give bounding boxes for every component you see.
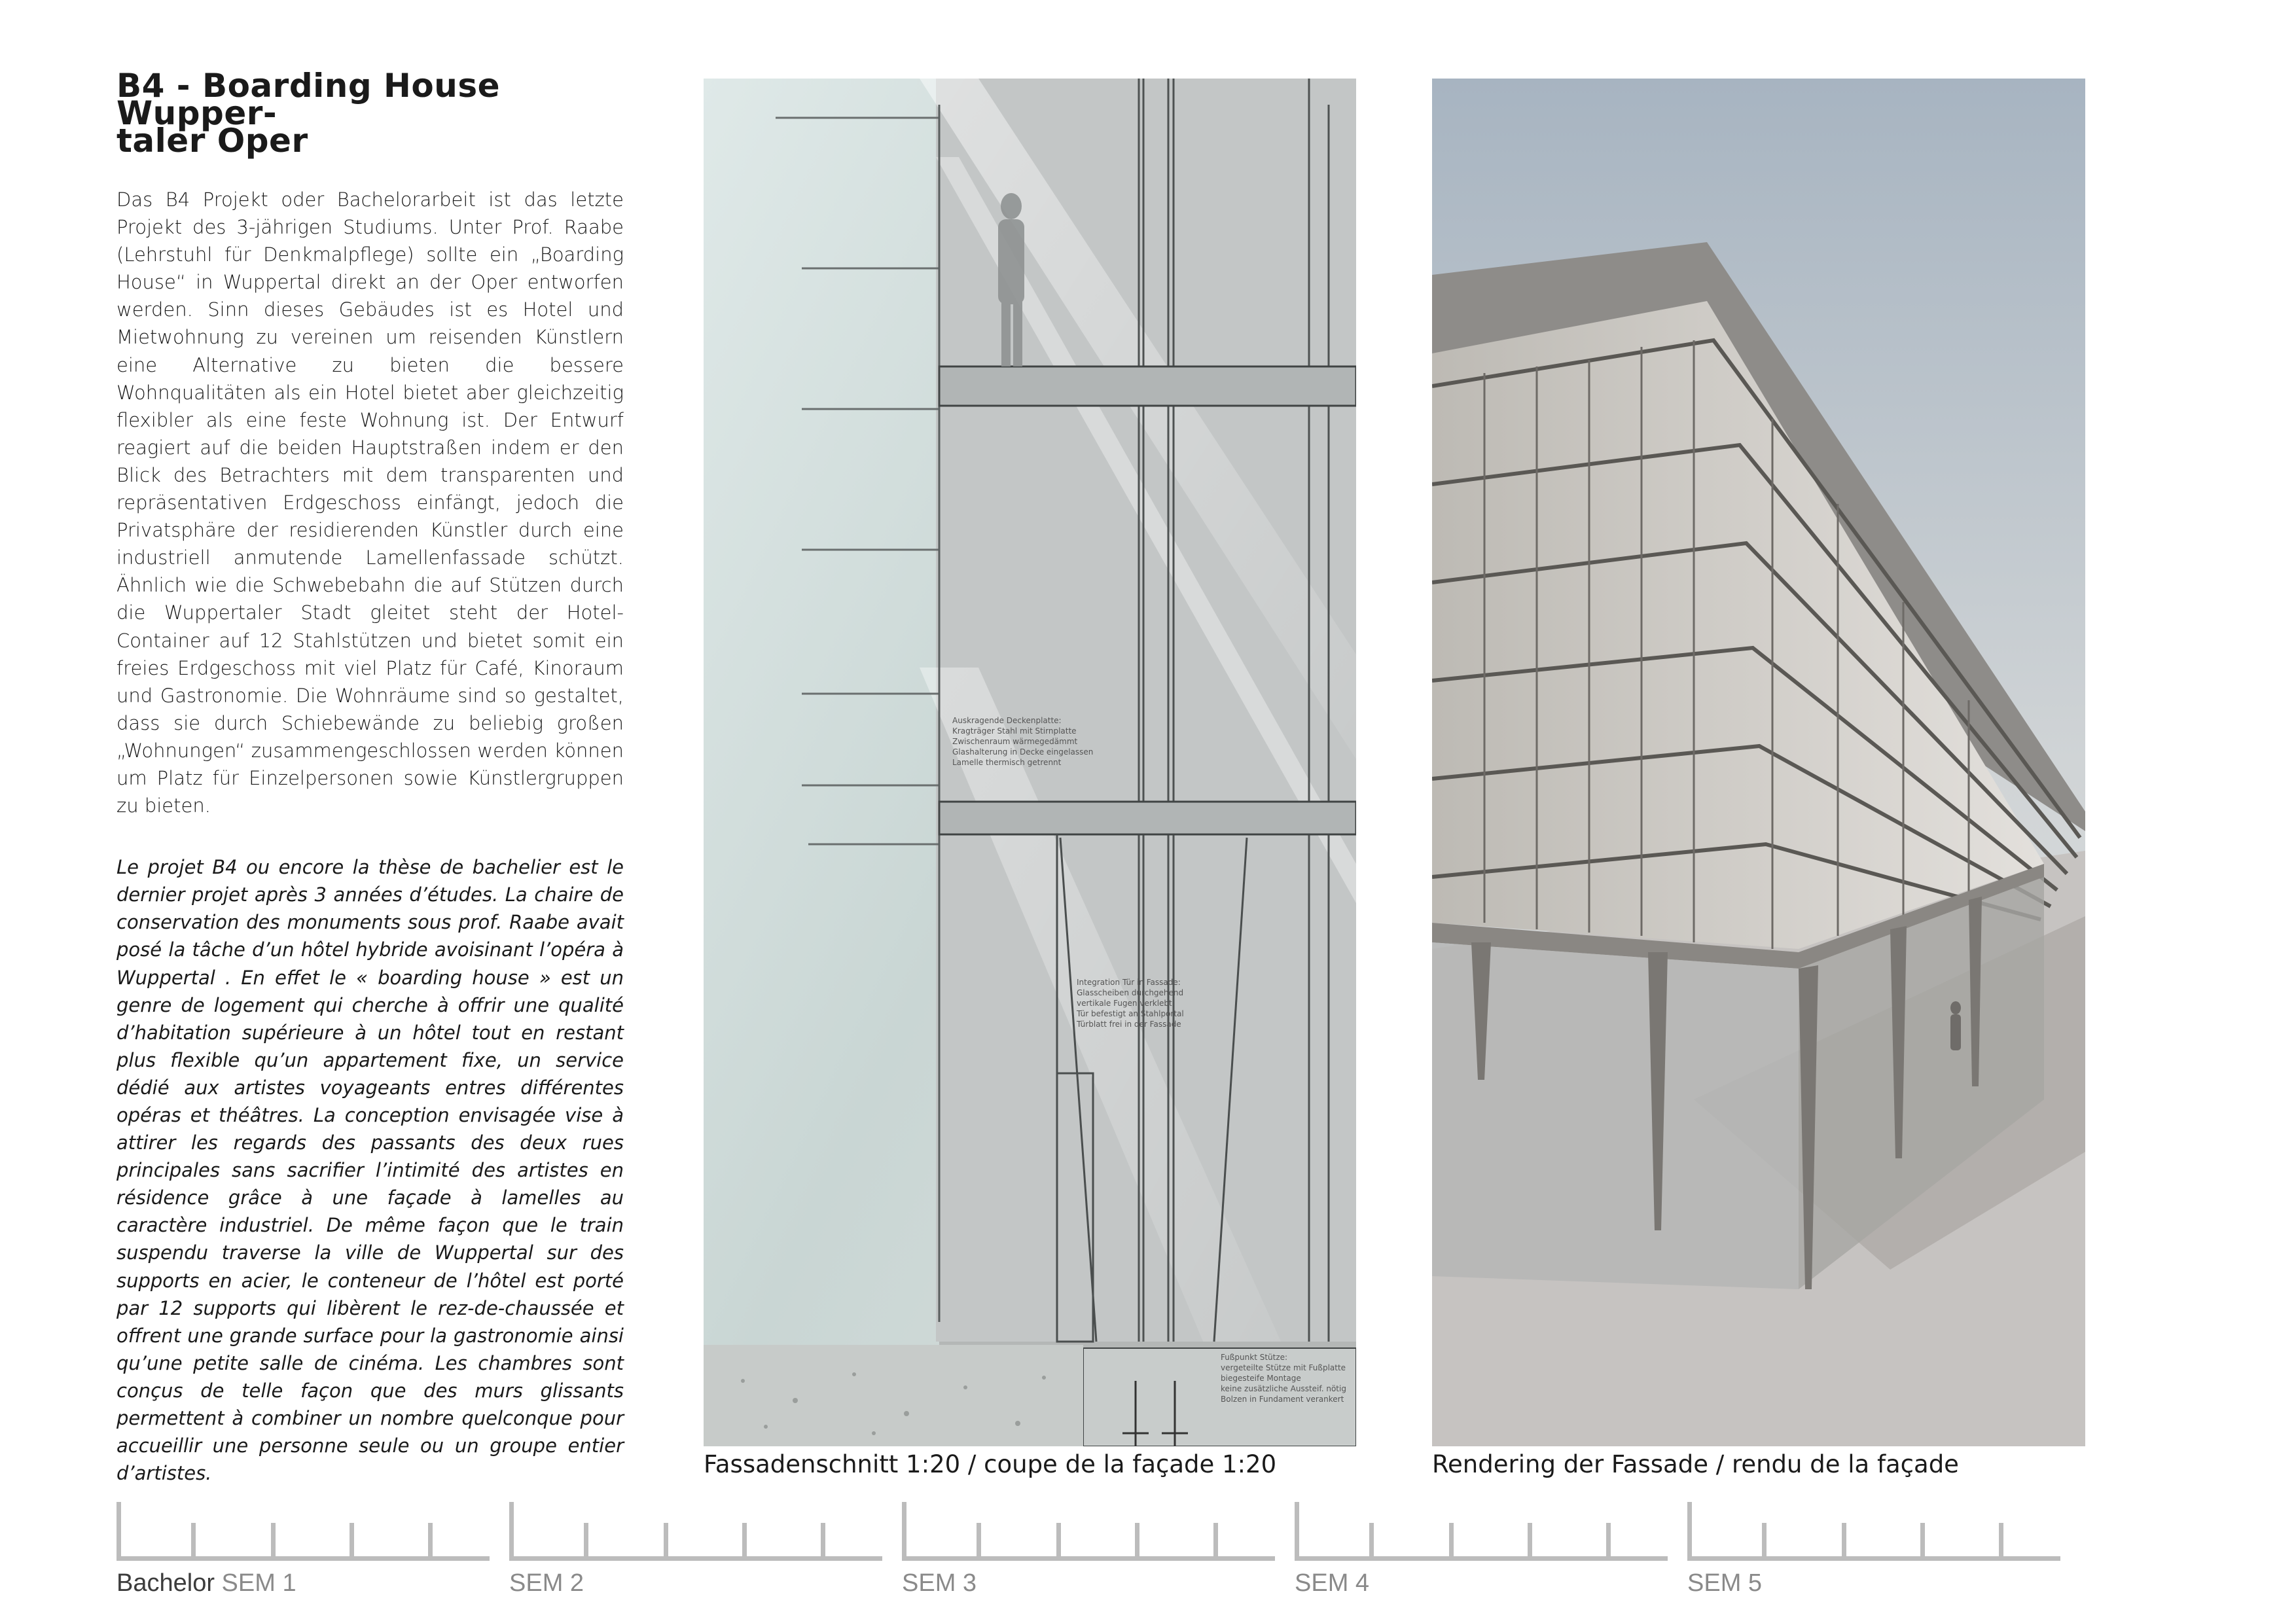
description-french: Le projet B4 ou encore la thèse de bachelier est le dernier projet après 3 années d’études. La chaire de conservation des monuments sous prof. Raabe avait posé la tâche d’un hôtel hybride avoisinant l’opéra à Wuppertal . En effet le « boarding house » est un genre de logement qui cherche à offrir une qualité d’habitation supérieure à un hôtel tout en restant plus flexible qu’un appartement fixe, un service dédié aux artistes voyageants entres différentes opéras et théâtres. La conception envisagée vise à attirer les regards des passants des deux rues principales sans sacrifier l’intimité des artistes en résidence grâce à une façade à lamelles au caractère industriel. De même façon que le train suspendu traverse la ville de Wuppertal sur des supports en acier, le conteneur de l’hôtel est porté par 12 supports qui libèrent le rez-de-chaussée et offrent une grande surface pour la gastronomie ainsi qu’une petite salle de cinéma. Les chambres sont conçus de telle façon que des murs glissants permettent à combiner un nombre quelconque pour accueillir une personne seule ou un groupe entier d’artistes. <box>117 856 624 1485</box>
page-title-line-1: B4 - Boarding House Wupper- <box>117 67 501 132</box>
svg-text:vergeteilte Stütze mit Fußplat: vergeteilte Stütze mit Fußplatte <box>1221 1363 1346 1372</box>
timeline-start-tick <box>1295 1502 1299 1561</box>
timeline-baseline <box>1687 1556 2060 1561</box>
svg-text:Auskragende Deckenplatte:: Auskragende Deckenplatte: <box>952 716 1062 725</box>
timeline-tick <box>350 1523 354 1561</box>
timeline-segment-sem-2 <box>509 1502 882 1561</box>
timeline-tick <box>1920 1523 1925 1561</box>
facade-rendering <box>1432 79 2085 1446</box>
timeline-label-sem-2: SEM 2 <box>509 1569 584 1597</box>
timeline-baseline <box>117 1556 490 1561</box>
timeline-tick <box>271 1523 276 1561</box>
timeline-label-sem-4: SEM 4 <box>1295 1569 1370 1597</box>
facade-section-drawing <box>704 79 1356 1446</box>
svg-text:Glashalterung in Decke eingela: Glashalterung in Decke eingelassen <box>952 747 1094 757</box>
timeline-tick <box>1369 1523 1374 1561</box>
timeline-baseline <box>509 1556 882 1561</box>
timeline-tick <box>1762 1523 1767 1561</box>
svg-text:Türblatt frei in der Fassade: Türblatt frei in der Fassade <box>1077 1020 1181 1029</box>
page-title <box>117 67 624 160</box>
timeline-tick <box>584 1523 588 1561</box>
timeline-segment-sem-3 <box>902 1502 1275 1561</box>
timeline-start-tick <box>117 1502 121 1561</box>
timeline-baseline <box>1295 1556 1668 1561</box>
svg-text:Glasscheiben durchgehend: Glasscheiben durchgehend <box>1077 988 1184 997</box>
timeline-label-sem-1 <box>117 1569 296 1597</box>
timeline-lead-label: Bachelor <box>117 1569 215 1597</box>
description-german: Das B4 Projekt oder Bachelorarbeit ist das letzte Projekt des 3-jährigen Studiums. Unter Prof. Raabe (Lehrstuhl für Denkmalpflege) sollte ein „Boarding House“ in Wuppertal direkt an der Oper entworfen werden. Sinn dieses Gebäudes ist es Hotel und Mietwohnung zu vereinen um reisenden Künstlern eine Alternative zu bieten die bessere Wohnqualitäten als ein Hotel bietet aber gleichzeitig flexibler als eine feste Wohnung ist. Der Entwurf reagiert auf die beiden Hauptstraßen indem er den Blick des Betrachters mit dem transparenten und repräsentativen Erdgeschoss einfängt, jedoch die Privatsphäre der residierenden Künstler durch eine industriell anmutende Lamellenfassade schützt. Ähnlich wie die Schwebebahn die auf Stützen durch die Wuppertaler Stadt gleitet steht der Hotel-Container auf 12 Stahlstützen und bietet somit ein freies Erdgeschoss mit viel Platz für Café, Kinoraum und Gastronomie. Die Wohnräume sind so gestaltet, dass sie durch Schiebewände zu beliebig großen „Wohnungen“ zusammengeschlossen werden können um Platz für Einzelpersonen sowie Künstlergruppen zu bieten. <box>117 188 624 817</box>
timeline-tick <box>191 1523 196 1561</box>
timeline-tick <box>1606 1523 1611 1561</box>
timeline-baseline <box>902 1556 1275 1561</box>
timeline-tick <box>1213 1523 1218 1561</box>
timeline-tick <box>1842 1523 1846 1561</box>
page-title-line-2: taler Oper <box>117 122 308 160</box>
timeline-start-tick <box>509 1502 514 1561</box>
svg-text:Fußpunkt Stütze:: Fußpunkt Stütze: <box>1221 1353 1288 1362</box>
rendering-caption: Rendering der Fassade / rendu de la façade <box>1432 1450 1959 1478</box>
svg-text:Lamelle thermisch getrennt: Lamelle thermisch getrennt <box>952 758 1062 767</box>
timeline-start-tick <box>902 1502 906 1561</box>
text-column <box>117 67 624 1487</box>
timeline-start-tick <box>1687 1502 1692 1561</box>
semester-label: SEM 1 <box>221 1569 296 1597</box>
timeline-tick <box>1135 1523 1139 1561</box>
timeline-tick <box>1528 1523 1532 1561</box>
svg-text:keine zusätzliche Aussteif. nö: keine zusätzliche Aussteif. nötig <box>1221 1384 1346 1393</box>
timeline-tick <box>742 1523 747 1561</box>
timeline-tick <box>1999 1523 2003 1561</box>
svg-text:biegesteife Montage: biegesteife Montage <box>1221 1374 1301 1383</box>
semester-timeline <box>0 1502 2296 1600</box>
timeline-tick <box>428 1523 433 1561</box>
timeline-segment-sem-4 <box>1295 1502 1668 1561</box>
svg-text:Bolzen in Fundament verankert: Bolzen in Fundament verankert <box>1221 1395 1344 1404</box>
timeline-label-sem-5: SEM 5 <box>1687 1569 1763 1597</box>
svg-text:Integration Tür in Fassade:: Integration Tür in Fassade: <box>1077 978 1181 987</box>
timeline-segment-sem-1 <box>117 1502 490 1561</box>
svg-text:Zwischenraum wärmegedämmt: Zwischenraum wärmegedämmt <box>952 737 1078 746</box>
timeline-tick <box>664 1523 668 1561</box>
svg-text:Tür befestigt an Stahlportal: Tür befestigt an Stahlportal <box>1077 1009 1184 1018</box>
timeline-segment-sem-5 <box>1687 1502 2060 1561</box>
timeline-tick <box>1449 1523 1454 1561</box>
timeline-tick <box>977 1523 981 1561</box>
timeline-label-sem-3: SEM 3 <box>902 1569 977 1597</box>
svg-text:Kragträger Stahl mit Stirnplat: Kragträger Stahl mit Stirnplatte <box>952 726 1077 736</box>
svg-text:vertikale Fugen verklebt: vertikale Fugen verklebt <box>1077 999 1172 1008</box>
door-annotation <box>1076 978 1184 1029</box>
timeline-tick <box>821 1523 825 1561</box>
section-caption: Fassadenschnitt 1:20 / coupe de la façade 1:20 <box>704 1450 1277 1478</box>
timeline-tick <box>1056 1523 1061 1561</box>
